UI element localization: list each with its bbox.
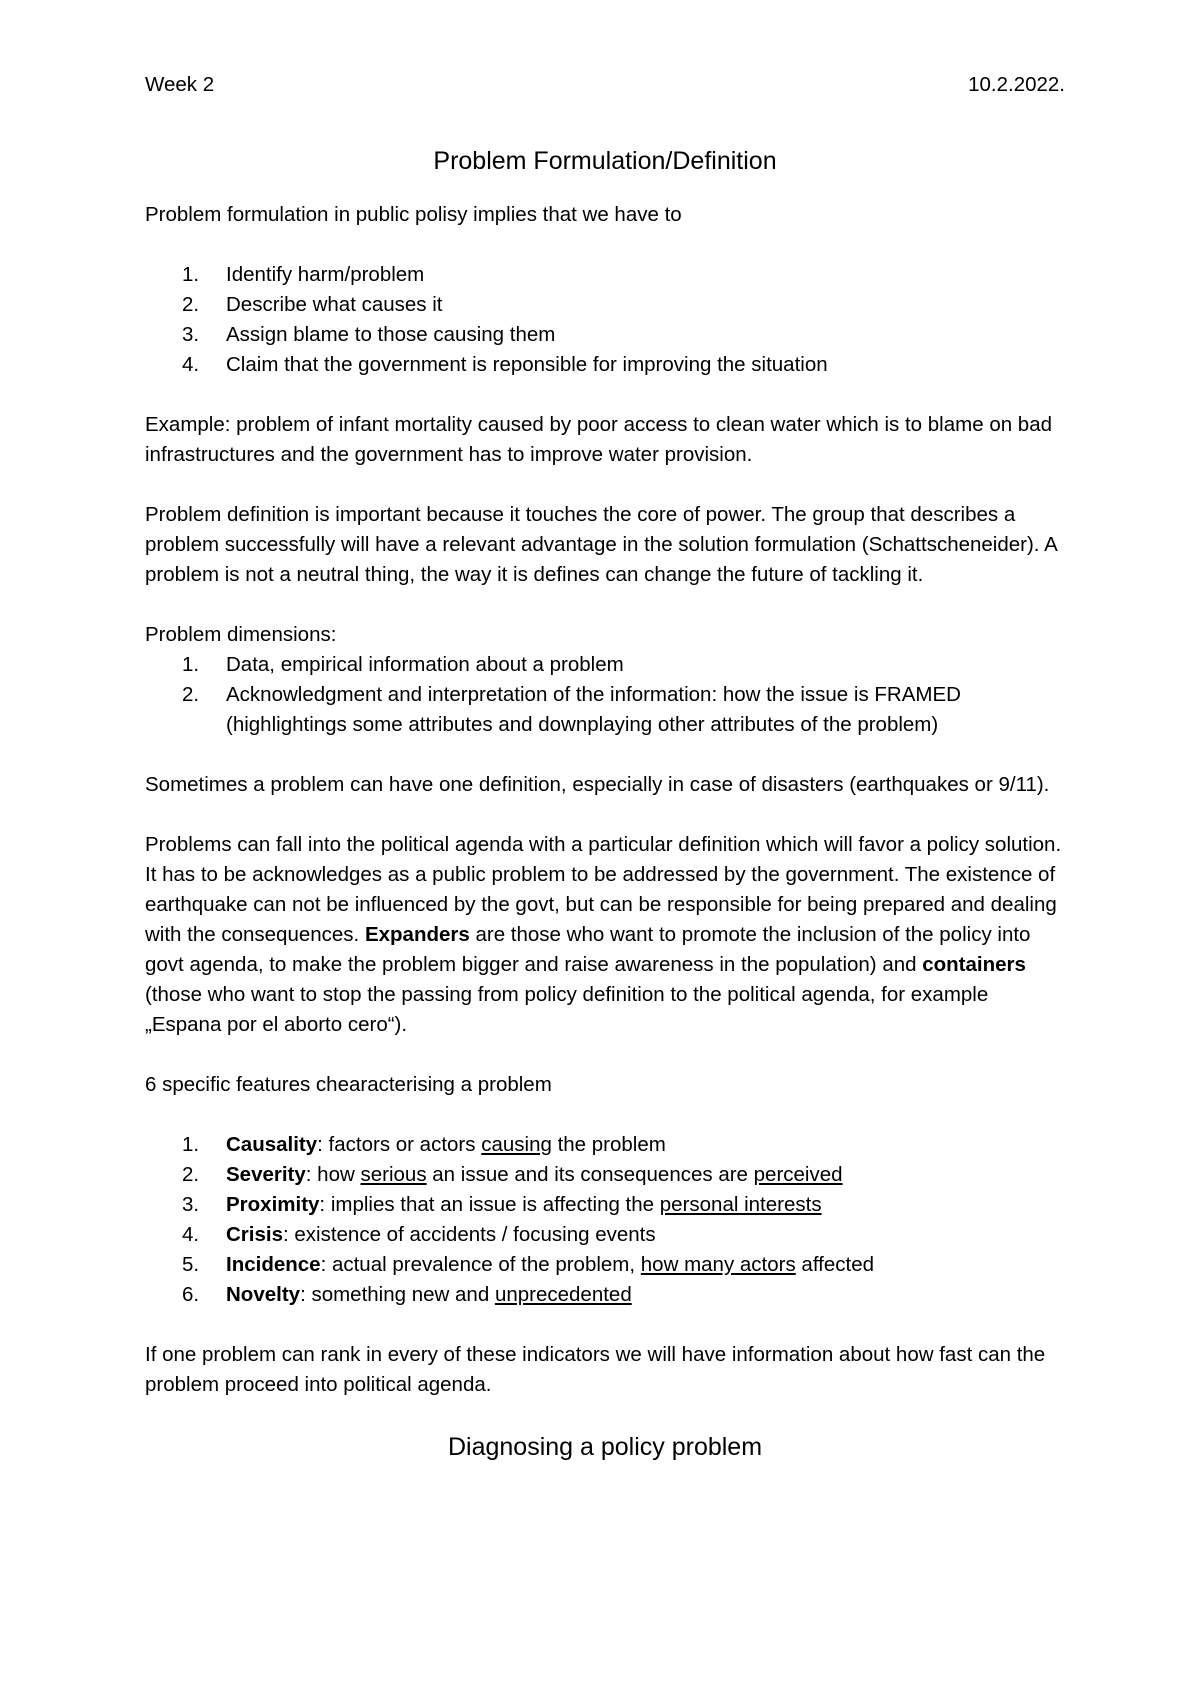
list-item: 1. Causality: factors or actors causing the problem <box>182 1133 666 1156</box>
section-subtitle: Diagnosing a policy problem <box>447 1433 763 1461</box>
list-item: 6. Novelty: something new and unprecedented <box>182 1283 632 1306</box>
list-item: 1. Identify harm/problem <box>182 263 425 286</box>
disasters-paragraph: Sometimes a problem can have one definition, especially in case of disasters (earthquakes or 9/11). <box>145 773 1050 796</box>
steps-list <box>145 260 1065 380</box>
week-label: Week 2 <box>145 73 215 96</box>
list-item: 4. Crisis: existence of accidents / focusing events <box>182 1223 656 1246</box>
agenda-paragraph: Problems can fall into the political agenda with a particular definition which will favor a policy solution. It has to be acknowledges as a public problem to be addressed by the government. The existence of earthquake can not be influenced by the govt, but can be responsible for being prepared and dealing with the consequences. Expanders are those who want to promote the inclusion of the policy into govt agenda, to make the problem bigger and raise awareness in the population) and containers (those who want to stop the passing from policy definition to the political agenda, for example „Espana por el aborto cero“). <box>145 833 1062 1036</box>
page-title: Problem Formulation/Definition <box>433 147 777 175</box>
list-item: 1. Data, empirical information about a problem <box>182 653 624 676</box>
ranking-paragraph: If one problem can rank in every of these indicators we will have information about how fast can the problem proceed into political agenda. <box>145 1343 1046 1396</box>
list-item: 4. Claim that the government is reponsible for improving the situation <box>182 353 828 376</box>
features-heading: 6 specific features chearacterising a problem <box>145 1073 552 1096</box>
list-item: 2. Acknowledgment and interpretation of the information: how the issue is FRAMED (highlightings some attributes and downplaying other attributes of the problem) <box>182 683 961 736</box>
features-list <box>145 1130 1065 1310</box>
dimensions-list <box>145 650 1065 740</box>
intro-paragraph: Problem formulation in public polisy implies that we have to <box>145 203 682 226</box>
list-item: 5. Incidence: actual prevalence of the problem, how many actors affected <box>182 1253 875 1276</box>
document-content <box>145 70 1065 1464</box>
list-item: 2. Describe what causes it <box>182 293 443 316</box>
date-label: 10.2.2022. <box>968 73 1065 96</box>
importance-paragraph: Problem definition is important because it touches the core of power. The group that describes a problem successfully will have a relevant advantage in the solution formulation (Schattscheneider). A problem is not a neutral thing, the way it is defines can change the future of tackling it. <box>145 503 1057 586</box>
expanders-term: Expanders <box>364 923 470 946</box>
list-item: 2. Severity: how serious an issue and its consequences are perceived <box>182 1163 843 1186</box>
example-paragraph: Example: problem of infant mortality caused by poor access to clean water which is to blame on bad infrastructures and the government has to improve water provision. <box>145 413 1053 466</box>
dimensions-heading: Problem dimensions: <box>145 623 337 646</box>
containers-term: containers <box>922 953 1026 976</box>
page-header <box>145 70 1065 100</box>
list-item: 3. Assign blame to those causing them <box>182 323 556 346</box>
list-item: 3. Proximity: implies that an issue is affecting the personal interests <box>182 1193 822 1216</box>
